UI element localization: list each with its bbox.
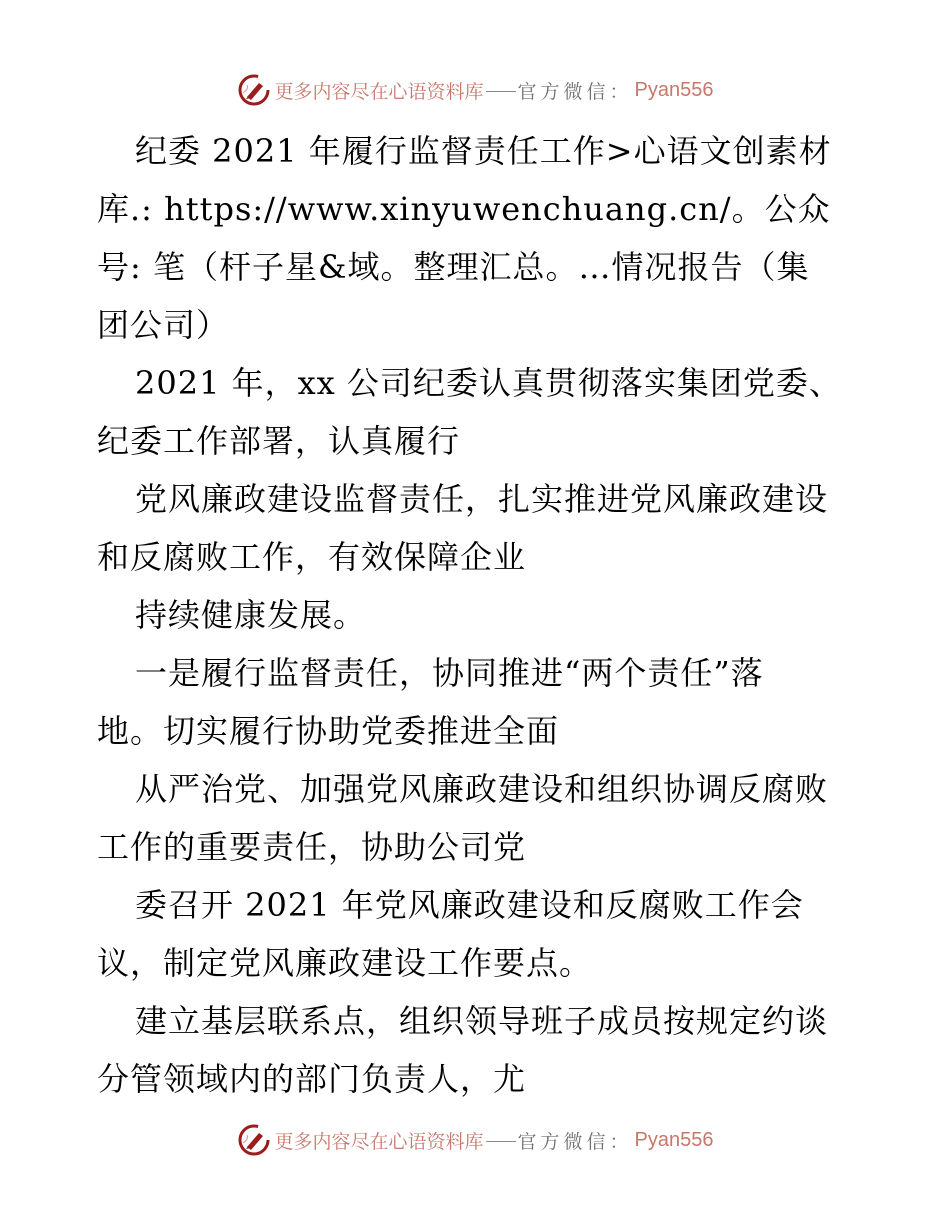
promo-text: 更多内容尽在心语资料库 xyxy=(274,80,484,103)
pen-logo-icon xyxy=(237,1123,271,1157)
separator-dash xyxy=(486,91,516,92)
wechat-id: Pyan556 xyxy=(634,78,714,101)
text-line: 一是履行监督责任，协同推进“两个责任”落 xyxy=(135,654,764,692)
separator-dash xyxy=(486,1141,516,1142)
promo-text: 更多内容尽在心语资料库 xyxy=(274,1130,484,1153)
footer-watermark xyxy=(0,1118,950,1162)
text-line: 工作的重要责任，协助公司党 xyxy=(97,828,527,866)
text-line: 团公司） xyxy=(97,306,230,344)
text-line: 党风廉政建设监督责任，扎实推进党风廉政建设 xyxy=(135,480,829,518)
wechat-id: Pyan556 xyxy=(634,1128,714,1151)
text-line: 号: 笔（杆子星&域。整理汇总。…情况报告（集 xyxy=(97,248,810,286)
text-line: 2021 年，xx 公司纪委认真贯彻落实集团党委、 xyxy=(135,364,842,402)
text-line: 分管领域内的部门负责人，尤 xyxy=(97,1060,527,1098)
text-line: 从严治党、加强党风廉政建设和组织协调反腐败 xyxy=(135,770,829,808)
text-line: 议，制定党风廉政建设工作要点。 xyxy=(97,944,593,982)
wechat-label: 官方微信： xyxy=(517,80,633,103)
text-line: 建立基层联系点，组织领导班子成员按规定约谈 xyxy=(135,1002,829,1040)
text-line: 库.: https://www.xinyuwenchuang.cn/。公众 xyxy=(97,190,831,228)
text-line: 委召开 2021 年党风廉政建设和反腐败工作会 xyxy=(135,886,804,924)
pen-logo-icon xyxy=(237,73,271,107)
wechat-label: 官方微信： xyxy=(517,1130,633,1153)
document-body xyxy=(97,122,867,1108)
text-line: 纪委 2021 年履行监督责任工作>心语文创素材 xyxy=(135,132,832,170)
text-line: 地。切实履行协助党委推进全面 xyxy=(97,712,560,750)
header-watermark xyxy=(0,68,950,112)
text-line: 纪委工作部署，认真履行 xyxy=(97,422,461,460)
text-line: 和反腐败工作，有效保障企业 xyxy=(97,538,527,576)
text-line: 持续健康发展。 xyxy=(135,596,367,634)
